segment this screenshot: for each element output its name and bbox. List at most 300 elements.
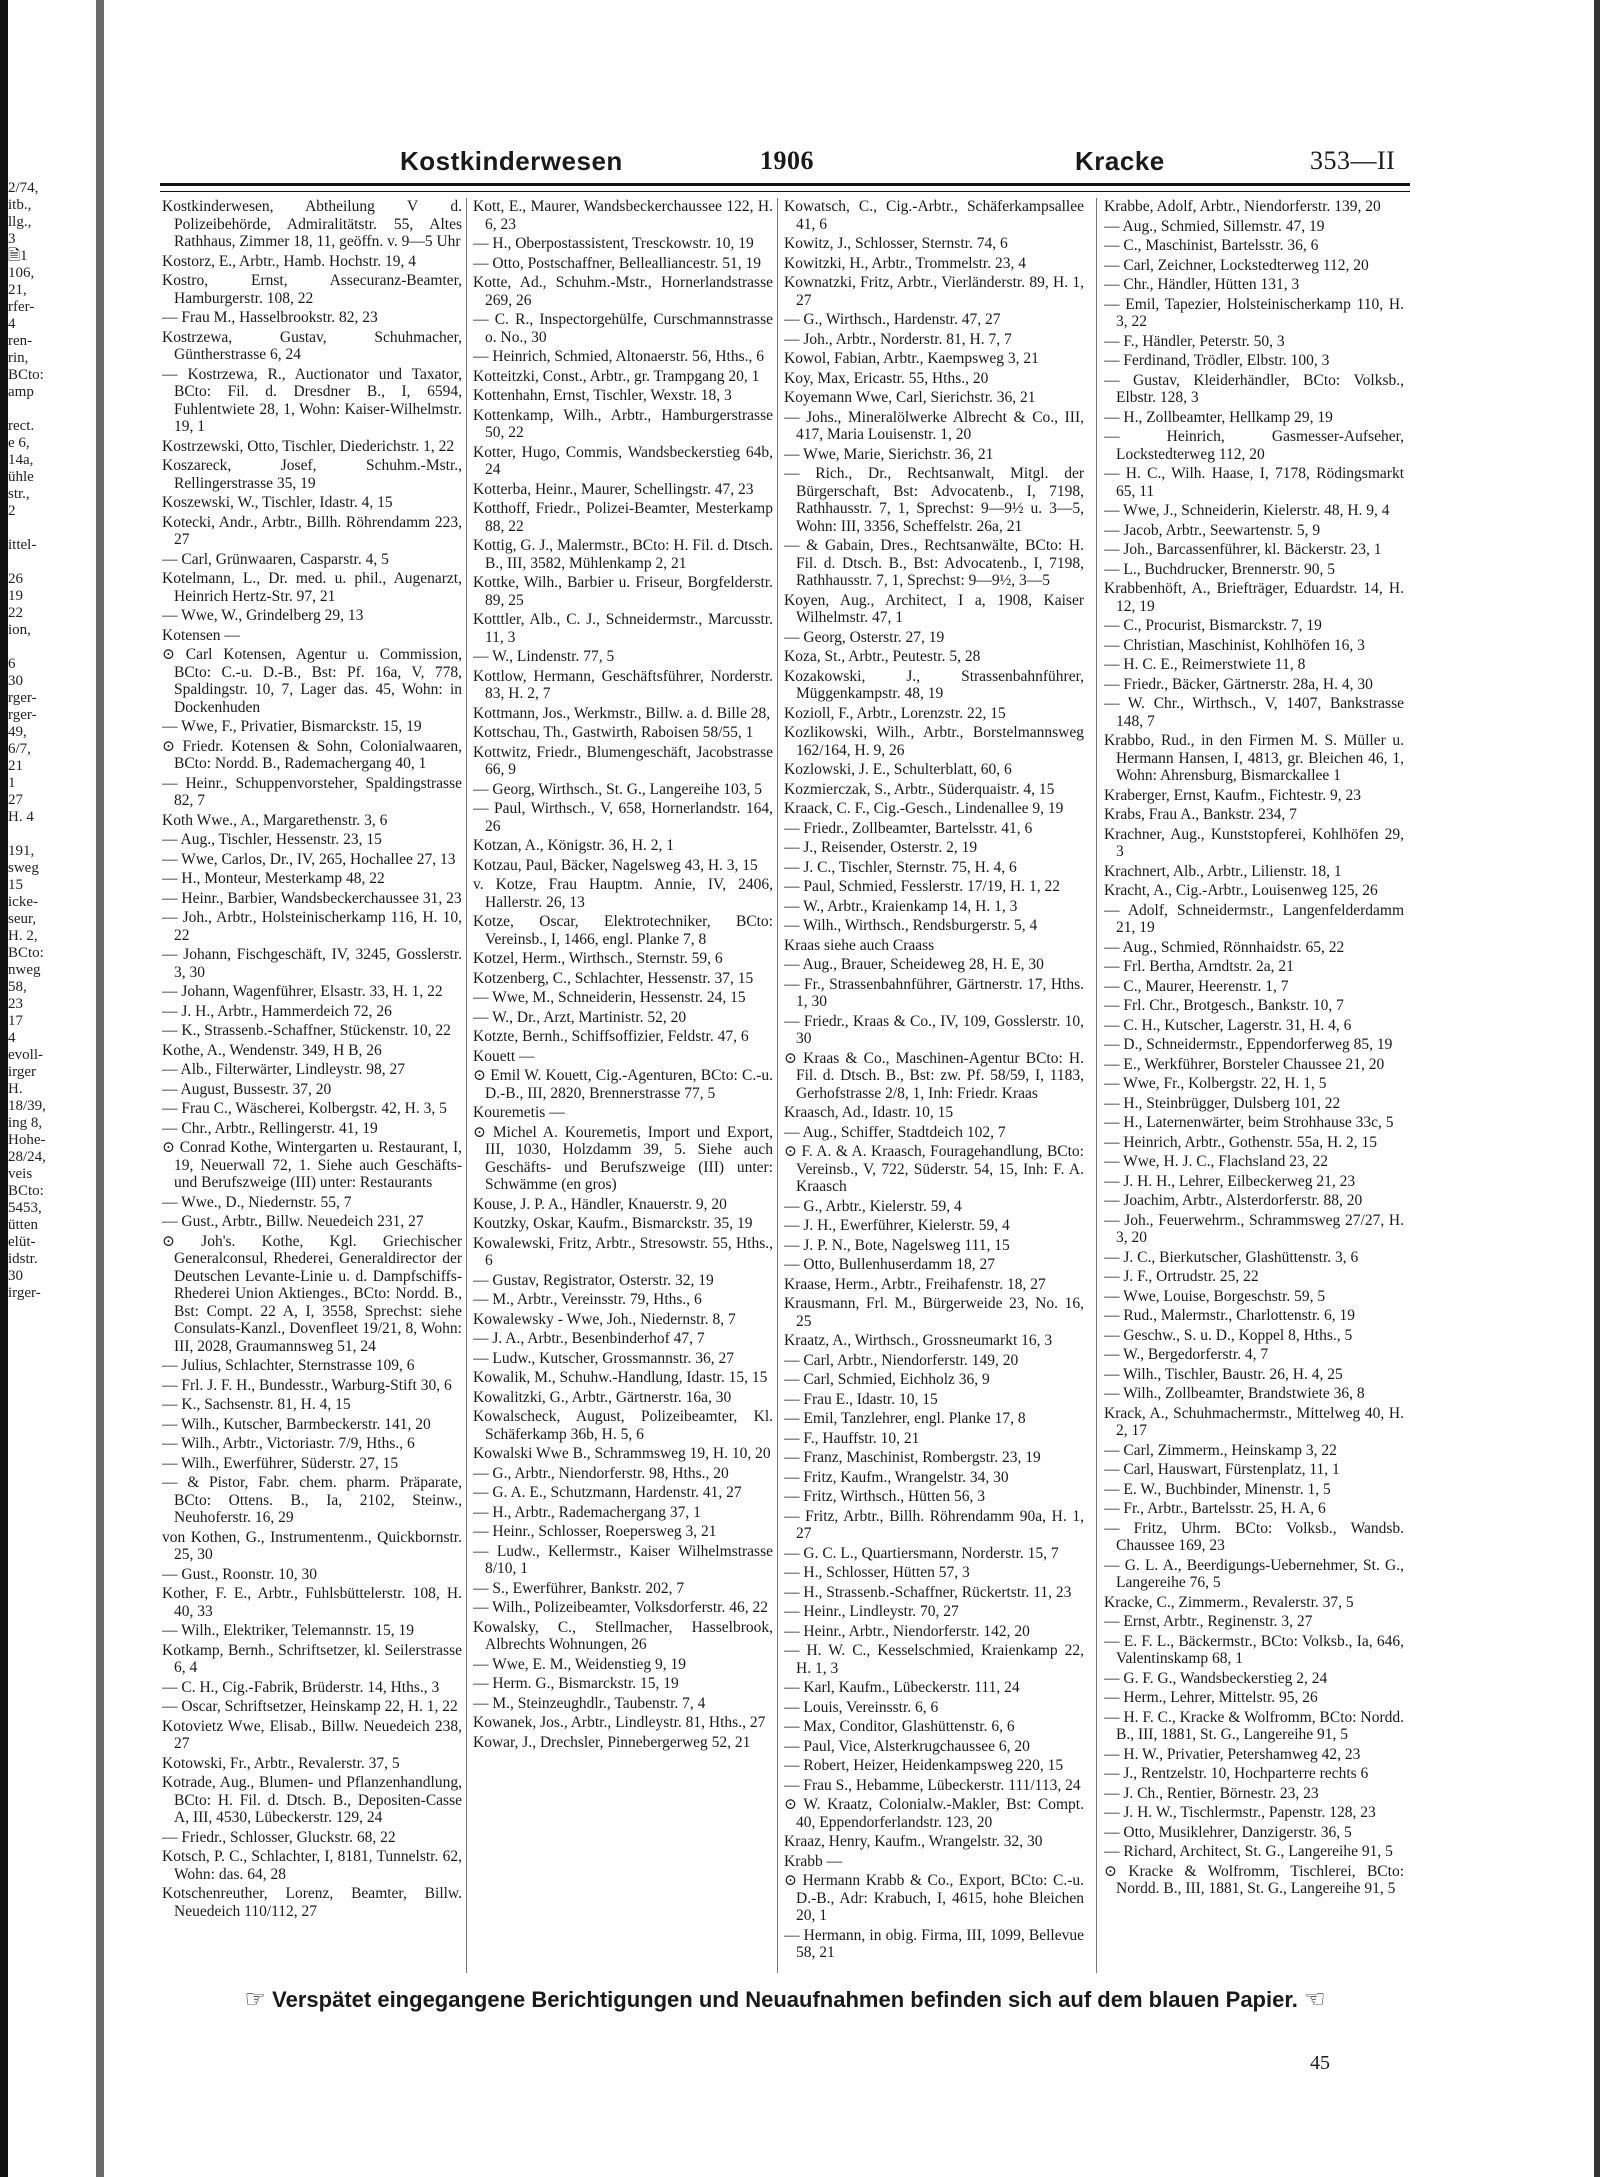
directory-entry: — W., Lindenstr. 77, 5 [473,648,615,665]
directory-entry: Kottenhahn, Ernst, Tischler, Wexstr. 18, 3 [473,387,732,404]
directory-entry: — W., Arbtr., Kraienkamp 14, H. 1, 3 [784,897,1018,915]
directory-entry: — Oscar, Schriftsetzer, Heinskamp 22, H. 1, 22 [162,1698,458,1715]
directory-entry: Kowalitzki, G., Arbtr., Gärtnerstr. 16a, 30 [473,1388,732,1406]
directory-entry: — G. L. A., Beerdigungs-Uebernehmer, St. G., Langereihe 76, 5 [1104,1556,1404,1591]
directory-entry: — J. H. H., Lehrer, Eilbeckerweg 21, 23 [1104,1172,1356,1190]
directory-entry: Kouremetis — [473,1104,565,1121]
fragment-line [8,639,94,656]
directory-entry: — J. F., Ortrudstr. 25, 22 [1104,1268,1259,1285]
directory-entry: — Joh., Barcassenführer, kl. Bäckerstr. 23, 1 [1104,541,1382,558]
directory-entry: Kotecki, Andr., Arbtr., Billh. Röhrendamm 223, 27 [162,513,462,548]
fragment-line: evoll- [8,1047,43,1063]
directory-entry: Kowalski Wwe B., Schrammsweg 19, H. 10, 20 [473,1445,771,1462]
header-left-keyword: Kostkinderwesen [400,146,623,176]
fragment-line: 23 [8,996,23,1012]
directory-entry: Kotte, Ad., Schuhm.-Mstr., Hornerlandstrasse 269, 26 [473,274,773,309]
directory-entry: Kother, F. E., Arbtr., Fuhlsbüttelerstr. 108, H. 40, 33 [162,1585,462,1620]
directory-entry: Kottschau, Th., Gastwirth, Raboisen 58/55, 1 [473,724,754,741]
directory-entry: Kowitzki, H., Arbtr., Trommelstr. 23, 4 [784,254,1026,272]
directory-entry: Kraase, Herm., Arbtr., Freihafenstr. 18, 27 [784,1275,1046,1293]
directory-entry: Kotsch, P. C., Schlachter, I, 8181, Tunnelstr. 62, Wohn: das. 64, 28 [162,1848,462,1883]
directory-entry: Koy, Max, Ericastr. 55, Hths., 20 [784,369,989,387]
fragment-line: 6 [8,656,16,672]
directory-entry: — Wilh., Elektriker, Telemannstr. 15, 19 [162,1622,414,1639]
directory-entry: — E. W., Buchbinder, Minenstr. 1, 5 [1104,1480,1331,1498]
directory-entry: — Fritz, Wirthsch., Hütten 56, 3 [784,1488,986,1505]
directory-entry: — H. F. C., Kracke & Wolfromm, BCto: Nordd. B., III, 1881, St. G., Langereihe 91, 5 [1104,1708,1404,1743]
directory-entry: ⊙ F. A. & A. Kraasch, Fouragehandlung, BCto: Vereinsb., V, 722, Süderstr. 54, 15, Inh: F. A. Kraasch [784,1143,1084,1195]
directory-entry: — Paul, Schmied, Fesslerstr. 17/19, H. 1, 22 [784,878,1060,895]
directory-entry: — Heinr., Schuppenvorsteher, Spaldingstrasse 82, 7 [162,774,462,809]
directory-entry: Kott, E., Maurer, Wandsbeckerchaussee 122, H. 6, 23 [473,198,773,233]
fragment-line: llg., [8,214,32,230]
fragment-line: BCto: [8,1183,44,1199]
fragment-line: 6/7, [8,741,31,757]
directory-entry: — C., Maschinist, Bartelsstr. 36, 6 [1104,237,1319,254]
directory-entry: — J., Reisender, Osterstr. 2, 19 [784,839,978,856]
fragment-line: 106, [8,265,35,281]
fragment-line: ittel- [8,537,37,553]
fragment-line: 2/74, [8,180,39,196]
fragment-line: 3 [8,231,16,247]
directory-entry: — Frl. Bertha, Arndtstr. 2a, 21 [1104,958,1294,975]
directory-entry: — Wilh., Tischler, Baustr. 26, H. 4, 25 [1104,1365,1343,1383]
directory-entry: — Wwe, Carlos, Dr., IV, 265, Hochallee 27, 13 [162,850,456,868]
fragment-line: rger- [8,690,37,706]
directory-entry: — Heinrich, Gasmesser-Aufseher, Lockstedterweg 112, 20 [1104,428,1404,463]
directory-entry: — Rich., Dr., Rechtsanwalt, Mitgl. der Bürgerschaft, Bst: Advocatenb., I, 7198, Rathhausstr. 7, 1, Sprechst: 9—9½ u. 3—5, Wohn: III, 3356, Scheffelstr. 26a, 21 [784,465,1084,535]
previous-page-fragment [8,180,94,2060]
directory-entry: Koyen, Aug., Architect, I a, 1908, Kaiser Wilhelmstr. 47, 1 [784,591,1084,626]
fragment-line: ütten [8,1217,38,1233]
directory-entry: — Joachim, Arbtr., Alsterdorferstr. 88, 20 [1104,1192,1363,1209]
fragment-line: 19 [8,588,23,604]
directory-entry: — H., Laternenwärter, beim Strohhause 33c, 5 [1104,1114,1394,1131]
fragment-line: H. 4 [8,809,34,825]
directory-entry: — Ludw., Kutscher, Grossmannstr. 36, 27 [473,1349,734,1367]
directory-entry: Kotter, Hugo, Commis, Wandsbeckerstieg 64b, 24 [473,443,773,478]
fragment-line: 191, [8,843,35,859]
directory-entry: — Johann, Fischgeschäft, IV, 3245, Gosslerstr. 3, 30 [162,946,462,981]
directory-entry: Krabb — [784,1852,843,1870]
directory-entry: Kotze, Oscar, Elektrotechniker, BCto: Vereinsb., I, 1466, engl. Planke 7, 8 [473,913,773,948]
fragment-line: ing 8, [8,1115,43,1131]
fragment-line: sweg [8,860,39,876]
directory-entry: — Carl, Zimmerm., Heinskamp 3, 22 [1104,1441,1337,1459]
directory-entry: — Ferdinand, Trödler, Elbstr. 100, 3 [1104,352,1330,369]
page-footer-number: 45 [1310,2052,1330,2074]
directory-entry: ⊙ W. Kraatz, Colonialw.-Makler, Bst: Compt. 40, Eppendorferlandstr. 123, 20 [784,1796,1084,1831]
directory-entry: — G., Wirthsch., Hardenstr. 47, 27 [784,311,1001,328]
directory-entry: ⊙ Friedr. Kotensen & Sohn, Colonialwaaren, BCto: Nordd. B., Rademachergang 40, 1 [162,737,462,772]
directory-entry: Kostro, Ernst, Assecuranz-Beamter, Hamburgerstr. 108, 22 [162,272,462,307]
fragment-line: 4 [8,1030,16,1046]
directory-entry: — Heinr., Lindleystr. 70, 27 [784,1603,959,1620]
directory-column-1 [162,198,462,1973]
directory-entry: Kotzau, Paul, Bäcker, Nagelsweg 43, H. 3, 15 [473,856,758,874]
directory-entry: ⊙ Kraas & Co., Maschinen-Agentur BCto: H. Fil. d. Dtsch. B., Bst: zw. Pf. 58/59, I, 1183, Gerhofstrasse 2/8, 1, Inh: Friedr. Kraas [784,1049,1084,1102]
directory-entry: Kraasch, Ad., Idastr. 10, 15 [784,1104,954,1121]
directory-entry: — H., Steinbrügger, Dulsberg 101, 22 [1104,1094,1341,1112]
directory-entry: — Ernst, Arbtr., Reginenstr. 3, 27 [1104,1613,1313,1630]
directory-entry: Kotttler, Alb., C. J., Schneidermstr., Marcusstr. 11, 3 [473,611,773,646]
directory-entry: Kowalewski, Fritz, Arbtr., Stresowstr. 55, Hths., 6 [473,1234,773,1269]
directory-entry: — Frau C., Wäscherei, Kolbergstr. 42, H. 3, 5 [162,1100,447,1117]
directory-entry: — Ludw., Kellermstr., Kaiser Wilhelmstrasse 8/10, 1 [473,1542,773,1577]
page-edge-right [1594,0,1600,2177]
page-header [160,140,1410,180]
fragment-line: ühle [8,469,34,485]
directory-entry: Kracke, C., Zimmerm., Revalerstr. 37, 5 [1104,1593,1354,1611]
directory-entry: ⊙ Emil W. Kouett, Cig.-Agenturen, BCto: C.-u. D.-B., III, 2820, Brennerstrasse 77, 5 [473,1067,773,1102]
directory-entry: Kowitz, J., Schlosser, Sternstr. 74, 6 [784,235,1008,252]
directory-entry: Krabbenhöft, A., Briefträger, Eduardstr. 14, H. 12, 19 [1104,580,1404,615]
directory-entry: Kottmann, Jos., Werkmstr., Billw. a. d. Bille 28, [473,704,771,722]
directory-entry: Kotensen — [162,626,240,644]
directory-entry: — Fr., Arbtr., Bartelsstr. 25, H. A, 6 [1104,1500,1326,1517]
directory-entry: — H. W., Privatier, Petershamweg 42, 23 [1104,1745,1361,1763]
fragment-line: 27 [8,792,23,808]
fragment-line: 21 [8,758,23,774]
directory-entry: — Franz, Maschinist, Rombergstr. 23, 19 [784,1449,1041,1466]
fragment-line [8,554,94,571]
directory-entry: — Wilh., Zollbeamter, Brandstwiete 36, 8 [1104,1385,1365,1402]
directory-entry: Kozioll, F., Arbtr., Lorenzstr. 22, 15 [784,704,1006,722]
directory-column-3 [784,198,1084,1973]
directory-entry: — Carl, Schmied, Eichholz 36, 9 [784,1371,990,1388]
directory-entry: — Wwe, Fr., Kolbergstr. 22, H. 1, 5 [1104,1075,1327,1092]
fragment-line: H. 2, [8,928,38,944]
directory-entry: — Otto, Postschaffner, Bellealliancestr. 51, 19 [473,254,761,272]
directory-entry: Kotrade, Aug., Blumen- und Pflanzenhandlung, BCto: H. Fil. d. Dtsch. B., Depositen-Casse A, III, 4530, Lübeckerstr. 129, 24 [162,1774,462,1826]
directory-entry: — G., Arbtr., Kielerstr. 59, 4 [784,1197,962,1215]
directory-entry: — C., Procurist, Bismarckstr. 7, 19 [1104,617,1322,634]
directory-entry: Kozakowski, J., Strassenbahnführer, Müggenkampstr. 48, 19 [784,667,1084,702]
directory-entry: — Aug., Tischler, Hessenstr. 23, 15 [162,831,382,848]
directory-entry: Kraaz, Henry, Kaufm., Wrangelstr. 32, 30 [784,1833,1043,1850]
directory-entry: — G. F. G., Wandsbeckerstieg 2, 24 [1104,1669,1328,1687]
directory-entry: — W. Chr., Wirthsch., V, 1407, Bankstrasse 148, 7 [1104,695,1404,730]
directory-entry: Krack, A., Schuhmachermstr., Mittelweg 40, H. 2, 17 [1104,1404,1404,1439]
directory-entry: Krachner, Aug., Kunststopferei, Kohlhöfen 29, 3 [1104,825,1404,860]
directory-entry: Kottlow, Hermann, Geschäftsführer, Norderstr. 83, H. 2, 7 [473,667,773,702]
fragment-line: icke- [8,894,38,910]
fragment-line: e 6, [8,435,30,451]
directory-entry: — Wwe, Marie, Sierichstr. 36, 21 [784,445,994,463]
directory-entry: — D., Schneidermstr., Eppendorferweg 85, 19 [1104,1036,1393,1053]
directory-entry: — C. H., Cig.-Fabrik, Brüderstr. 14, Hths., 3 [162,1678,440,1696]
fragment-line: 28/24, [8,1149,46,1165]
column-divider [1096,198,1097,1973]
directory-entry: — H., Strassenb.-Schaffner, Rückertstr. 11, 23 [784,1583,1072,1601]
fragment-line: itb., [8,197,32,213]
directory-entry: — Richard, Architect, St. G., Langereihe 91, 5 [1104,1843,1393,1860]
directory-entry: Kouse, J. P. A., Händler, Knauerstr. 9, 20 [473,1195,727,1213]
directory-entry: Koszewski, W., Tischler, Idastr. 4, 15 [162,494,393,511]
directory-entry: — F., Hauffstr. 10, 21 [784,1429,920,1447]
directory-entry: — Robert, Heizer, Heidenkampsweg 220, 15 [784,1757,1064,1774]
directory-entry: — J. C., Tischler, Sternstr. 75, H. 4, 6 [784,858,1017,876]
directory-entry: Kotovietz Wwe, Elisab., Billw. Neuedeich 238, 27 [162,1717,462,1752]
directory-entry: — Jacob, Arbtr., Seewartenstr. 5, 9 [1104,521,1321,539]
fragment-line: veis [8,1166,33,1182]
directory-entry: Kotzan, A., Königstr. 36, H. 2, 1 [473,837,675,854]
directory-entry: — & Gabain, Dres., Rechtsanwälte, BCto: H. Fil. d. Dtsch. B., Bst: Advocatenb., I, 7198, Rathhausstr. 7, 1, Sprechst: 9—9½, 3—5 [784,537,1084,589]
directory-entry: — Heinrich, Arbtr., Gothenstr. 55a, H. 2, 15 [1104,1133,1377,1151]
header-right-keyword: Kracke [1075,146,1165,176]
directory-entry: Kraberger, Ernst, Kaufm., Fichtestr. 9, 23 [1104,786,1361,804]
directory-entry: Kowol, Fabian, Arbtr., Kaempsweg 3, 21 [784,350,1039,367]
page-gutter [96,0,104,2177]
directory-entry: Kotschenreuther, Lorenz, Beamter, Billw. Neuedeich 110/112, 27 [162,1885,462,1920]
directory-entry: Kostrzewa, Gustav, Schuhmacher, Güntherstrasse 6, 24 [162,328,462,363]
pointing-hand-icon: ☞ [244,1985,267,2013]
directory-entry: — L., Buchdrucker, Brennerstr. 90, 5 [1104,560,1335,578]
directory-entry: — Rud., Malermstr., Charlottenstr. 6, 19 [1104,1307,1355,1324]
directory-entry: — Aug., Schmied, Rönnhaidstr. 65, 22 [1104,938,1345,956]
directory-entry: Kownatzki, Fritz, Arbtr., Vierländerstr. 89, H. 1, 27 [784,274,1084,309]
fragment-line: seur, [8,911,37,927]
directory-entry: Krabs, Frau A., Bankstr. 234, 7 [1104,806,1297,823]
directory-entry: — Heinr., Schlosser, Roepersweg 3, 21 [473,1523,717,1540]
directory-entry: Kottenkamp, Wilh., Arbtr., Hamburgerstrasse 50, 22 [473,406,773,441]
footer-notice [160,1985,1410,2013]
column-divider [777,198,778,1973]
column-divider [466,198,467,1973]
directory-entry: — Friedr., Schlosser, Gluckstr. 68, 22 [162,1828,396,1846]
directory-entry: Kottig, G. J., Malermstr., BCto: H. Fil. d. Dtsch. B., III, 3582, Mühlenkamp 2, 21 [473,537,773,572]
directory-entry: — K., Strassenb.-Schaffner, Stückenstr. 10, 22 [162,1022,451,1039]
directory-entry: — M., Arbtr., Vereinsstr. 79, Hths., 6 [473,1291,702,1308]
fragment-line: 30 [8,673,23,689]
directory-entry: — M., Steinzeughdlr., Taubenstr. 7, 4 [473,1694,706,1712]
directory-entry: — August, Bussestr. 37, 20 [162,1080,332,1098]
directory-entry: Kotthoff, Friedr., Polizei-Beamter, Mesterkamp 88, 22 [473,500,773,535]
fragment-line: 4 [8,316,16,332]
fragment-line: ion, [8,622,31,638]
fragment-line: idstr. [8,1251,38,1267]
directory-entry: Krabbe, Adolf, Arbtr., Niendorferstr. 139, 20 [1104,198,1381,215]
fragment-line: 🗎1 [8,248,28,264]
fragment-line: BCto: [8,945,44,961]
fragment-line: 2 [8,503,16,519]
directory-entry: — Carl, Grünwaaren, Casparstr. 4, 5 [162,550,389,568]
header-rule [160,183,1410,192]
fragment-line: 18/39, [8,1098,46,1114]
directory-entry: Kowatsch, C., Cig.-Arbtr., Schäferkampsallee 41, 6 [784,198,1084,233]
fragment-line: 49, [8,724,27,740]
directory-entry: — Gustav, Kleiderhändler, BCto: Volksb., Elbstr. 128, 3 [1104,371,1404,406]
directory-entry: — Joh., Arbtr., Norderstr. 81, H. 7, 7 [784,330,1012,348]
directory-entry: — Wilh., Kutscher, Barmbeckerstr. 141, 20 [162,1415,431,1433]
fragment-line: irger- [8,1285,41,1301]
directory-entry: — Friedr., Kraas & Co., IV, 109, Gosslerstr. 10, 30 [784,1012,1084,1047]
directory-entry: — W., Dr., Arzt, Martinistr. 52, 20 [473,1008,687,1026]
directory-entry: Kowalscheck, August, Polizeibeamter, Kl. Schäferkamp 36b, H. 5, 6 [473,1408,773,1443]
directory-entry: — Chr., Arbtr., Rellingerstr. 41, 19 [162,1119,378,1137]
fragment-line: 26 [8,571,23,587]
directory-entry: Kostkinderwesen, Abtheilung V d. Polizeibehörde, Admiralitätstr. 55, Altes Rathhaus, Zimmer 18, 11, geöffn. v. 9—5 Uhr [162,198,462,250]
directory-entry: — C., Maurer, Heerenstr. 1, 7 [1104,977,1289,995]
directory-entry: Kowar, J., Drechsler, Pinnebergerweg 52, 21 [473,1733,751,1751]
directory-entry: — E., Werkführer, Borsteler Chaussee 21, 20 [1104,1055,1385,1073]
directory-entry: Kozlikowski, Wilh., Arbtr., Borstelmannsweg 162/164, H. 9, 26 [784,724,1084,759]
directory-entry: Kozlowski, J. E., Schulterblatt, 60, 6 [784,761,1012,778]
directory-entry: Kottke, Wilh., Barbier u. Friseur, Borgfelderstr. 89, 25 [473,574,773,609]
directory-entry: — Frl. J. F. H., Bundesstr., Warburg-Stift 30, 6 [162,1376,452,1394]
directory-entry: — Wilh., Polizeibeamter, Volksdorferstr. 46, 22 [473,1599,768,1616]
directory-entry: — H. C., Wilh. Haase, I, 7178, Rödingsmarkt 65, 11 [1104,465,1404,500]
fragment-line: amp [8,384,34,400]
directory-entry: — Herm., Lehrer, Mittelstr. 95, 26 [1104,1689,1318,1706]
fragment-line: str., [8,486,30,502]
directory-entry: — Frau S., Hebamme, Lübeckerstr. 111/113, 24 [784,1776,1081,1794]
directory-entry: — Louis, Vereinsstr. 6, 6 [784,1698,939,1716]
directory-entry: — G. C. L., Quartiersmann, Norderstr. 15, 7 [784,1544,1059,1562]
directory-entry: — Frau E., Idastr. 10, 15 [784,1390,938,1408]
directory-entry: — H., Zollbeamter, Hellkamp 29, 19 [1104,408,1333,426]
directory-entry: Kotterba, Heinr., Maurer, Schellingstr. 47, 23 [473,480,754,498]
directory-entry: — Otto, Bullenhuserdamm 18, 27 [784,1256,995,1273]
directory-entry: — J. A., Arbtr., Besenbinderhof 47, 7 [473,1330,705,1347]
directory-entry: — H., Oberpostassistent, Tresckowstr. 10, 19 [473,235,754,252]
fragment-line: 5453, [8,1200,42,1216]
directory-entry: — Georg, Osterstr. 27, 19 [784,628,945,646]
directory-entry: Koth Wwe., A., Margarethenstr. 3, 6 [162,811,388,829]
fragment-line [8,826,94,843]
directory-entry: — Fritz, Kaufm., Wrangelstr. 34, 30 [784,1468,1009,1486]
fragment-line: rin, [8,350,29,366]
directory-entry: — Wwe, W., Grindelberg 29, 13 [162,607,364,624]
directory-entry: — K., Sachsenstr. 81, H. 4, 15 [162,1396,351,1413]
directory-entry: — Otto, Musiklehrer, Danzigerstr. 36, 5 [1104,1823,1352,1841]
fragment-line: rger- [8,707,37,723]
directory-entry: — H., Schlosser, Hütten 57, 3 [784,1564,970,1581]
directory-entry: — J. H. W., Tischlermstr., Papenstr. 128, 23 [1104,1804,1376,1821]
directory-entry: — Johs., Mineralölwerke Albrecht & Co., III, 417, Maria Louisenstr. 1, 20 [784,408,1084,443]
directory-entry: — Herm. G., Bismarckstr. 15, 19 [473,1675,679,1692]
fragment-line: 21, [8,282,27,298]
fragment-line: rect. [8,418,35,434]
footer-text: Verspätet eingegangene Berichtigungen und Neuaufnahmen befinden sich auf dem blauen Papier. [272,1987,1298,2012]
directory-entry: — S., Ewerführer, Bankstr. 202, 7 [473,1579,685,1597]
directory-entry: Koza, St., Arbtr., Peutestr. 5, 28 [784,648,981,665]
directory-entry: Kowalsky, C., Stellmacher, Hasselbrook, Albrechts Wohnungen, 26 [473,1618,773,1653]
directory-entry: — Alb., Filterwärter, Lindleystr. 98, 27 [162,1061,406,1078]
directory-entry: ⊙ Carl Kotensen, Agentur u. Commission, BCto: C.-u. D.-B., Bst: Pf. 16a, V, 778, Spaldingstr. 10, 7, Lager das. 45, Wohn: in Dockenhuden [162,646,462,716]
fragment-line: nweg [8,962,41,978]
directory-entry: — Christian, Maschinist, Kohlhöfen 16, 3 [1104,636,1365,654]
header-year: 1906 [760,146,814,175]
fragment-line: Hohe- [8,1132,46,1148]
directory-entry: — Chr., Händler, Hütten 131, 3 [1104,276,1300,293]
directory-entry: — W., Bergedorferstr. 4, 7 [1104,1346,1269,1363]
fragment-line: BCto: [8,367,44,383]
directory-entry: — Joh., Arbtr., Holsteinischerkamp 116, H. 10, 22 [162,909,462,944]
directory-entry: — J. Ch., Rentier, Börnestr. 23, 23 [1104,1784,1319,1802]
directory-entry: Koszareck, Josef, Schuhm.-Mstr., Rellingerstrasse 35, 19 [162,457,462,492]
directory-entry: Koutzky, Oskar, Kaufm., Bismarckstr. 35, 19 [473,1215,753,1232]
directory-entry: — Julius, Schlachter, Sternstrasse 109, 6 [162,1357,415,1374]
directory-entry: Kozmierczak, S., Arbtr., Süderquaistr. 4, 15 [784,780,1055,798]
directory-entry: — Geschw., S. u. D., Koppel 8, Hths., 5 [1104,1326,1353,1344]
fragment-line [8,401,94,418]
directory-entry: — & Pistor, Fabr. chem. pharm. Präparate, BCto: Ottens. B., Ia, 2102, Steinw., Neuhoferstr. 16, 29 [162,1474,462,1526]
fragment-line: irger [8,1064,37,1080]
fragment-line: 58, [8,979,27,995]
directory-entry: ⊙ Kracke & Wolfromm, Tischlerei, BCto: Nordd. B., III, 1881, St. G., Langereihe 91, 5 [1104,1862,1404,1897]
directory-entry: — Karl, Kaufm., Lübeckerstr. 111, 24 [784,1679,1020,1696]
directory-entry: Kotzte, Bernh., Schiffsoffizier, Feldstr. 47, 6 [473,1028,749,1045]
fragment-line: ren- [8,333,33,349]
directory-entry: — Wwe, Louise, Borgeschstr. 59, 5 [1104,1287,1326,1305]
directory-entry: — Carl, Hauswart, Fürstenplatz, 11, 1 [1104,1461,1340,1478]
directory-entry: — Johann, Wagenführer, Elsastr. 33, H. 1, 22 [162,983,443,1000]
directory-entry: — Paul, Wirthsch., V, 658, Hornerlandstr. 164, 26 [473,800,773,835]
directory-entry: ⊙ Michel A. Kouremetis, Import und Export, III, 1030, Holzdamm 39, 5. Siehe auch Geschäfts- und Berufszweige (III) unter: Schwämme (en gros) [473,1123,773,1193]
directory-entry: Krachnert, Alb., Arbtr., Lilienstr. 18, 1 [1104,862,1342,880]
directory-entry: — Aug., Schmied, Sillemstr. 47, 19 [1104,217,1325,235]
directory-entry: — J. H., Arbtr., Hammerdeich 72, 26 [162,1002,392,1020]
directory-entry: — Frl. Chr., Brotgesch., Bankstr. 10, 7 [1104,997,1344,1014]
directory-entry: — Georg, Wirthsch., St. G., Langereihe 103, 5 [473,780,762,798]
directory-entry: — F., Händler, Peterstr. 50, 3 [1104,332,1285,350]
fragment-line: 17 [8,1013,23,1029]
directory-entry: — Fritz, Arbtr., Billh. Röhrendamm 90a, H. 1, 27 [784,1507,1084,1542]
directory-entry: — Fr., Strassenbahnführer, Gärtnerstr. 17, Hths. 1, 30 [784,975,1084,1010]
directory-column-2 [473,198,773,1973]
directory-entry: — H. C. E., Reimerstwiete 11, 8 [1104,656,1306,673]
directory-entry: Kotowski, Fr., Arbtr., Revalerstr. 37, 5 [162,1754,400,1772]
directory-entry: Kowanek, Jos., Arbtr., Lindleystr. 81, Hths., 27 [473,1714,766,1731]
directory-entry: — Wwe, E. M., Weidenstieg 9, 19 [473,1655,686,1673]
directory-entry: — J., Rentzelstr. 10, Hochparterre rechts 6 [1104,1765,1369,1782]
directory-entry: — J. P. N., Bote, Nagelsweg 111, 15 [784,1236,1010,1254]
fragment-line: 30 [8,1268,23,1284]
directory-entry: — Gust., Roonstr. 10, 30 [162,1565,318,1583]
directory-entry: von Kothen, G., Instrumentenm., Quickbornstr. 25, 30 [162,1528,462,1563]
directory-entry: — Wwe, H. J. C., Flachsland 23, 22 [1104,1153,1329,1170]
fragment-line: H. [8,1081,23,1097]
directory-entry: Kotkamp, Bernh., Schriftsetzer, kl. Seilerstrasse 6, 4 [162,1641,462,1676]
directory-entry: — Fritz, Uhrm. BCto: Volksb., Wandsb. Chaussee 169, 23 [1104,1519,1404,1554]
directory-entry: Kotteitzki, Const., Arbtr., gr. Trampgang 20, 1 [473,367,760,385]
directory-entry: — Emil, Tanzlehrer, engl. Planke 17, 8 [784,1410,1026,1427]
pointing-hand-icon: ☜ [1303,1985,1326,2013]
directory-entry: — Max, Conditor, Glashüttenstr. 6, 6 [784,1718,1015,1735]
directory-entry: Kraatz, A., Wirthsch., Grossneumarkt 16, 3 [784,1332,1053,1349]
directory-entry: Kouett — [473,1047,535,1065]
directory-entry: — Emil, Tapezier, Holsteinischerkamp 110, H. 3, 22 [1104,295,1404,330]
directory-entry: — Aug., Schiffer, Stadtdeich 102, 7 [784,1123,1006,1141]
directory-entry: — Wwe., D., Niedernstr. 55, 7 [162,1193,352,1211]
directory-entry: — Frau M., Hasselbrookstr. 82, 23 [162,309,378,326]
directory-entry: — Gust., Arbtr., Billw. Neuedeich 231, 27 [162,1213,424,1230]
directory-entry: — G. A. E., Schutzmann, Hardenstr. 41, 27 [473,1484,742,1501]
directory-entry: Kraack, C. F., Cig.-Gesch., Lindenallee 9, 19 [784,800,1064,817]
directory-entry: — G., Arbtr., Niendorferstr. 98, Hths., 20 [473,1464,729,1482]
directory-entry: — Wilh., Wirthsch., Rendsburgerstr. 5, 4 [784,917,1038,934]
fragment-line: 22 [8,605,23,621]
directory-entry: — H., Arbtr., Rademachergang 37, 1 [473,1503,701,1521]
header-page-number: 353—II [1310,146,1396,175]
directory-entry: Kothe, A., Wendenstr. 349, H B, 26 [162,1041,382,1059]
page-edge-left [0,0,8,2177]
directory-entry: — Kostrzewa, R., Auctionator und Taxator, BCto: Fil. d. Dresdner B., I, 6594, Fuhlentwiete 28, 1, Wohn: Kaiser-Wilhelmstr. 19, 1 [162,365,462,435]
fragment-line: elüt- [8,1234,36,1250]
directory-entry: — Adolf, Schneidermstr., Langenfelderdamm 21, 19 [1104,901,1404,936]
directory-entry: — Wilh., Arbtr., Victoriastr. 7/9, Hths., 6 [162,1435,415,1452]
